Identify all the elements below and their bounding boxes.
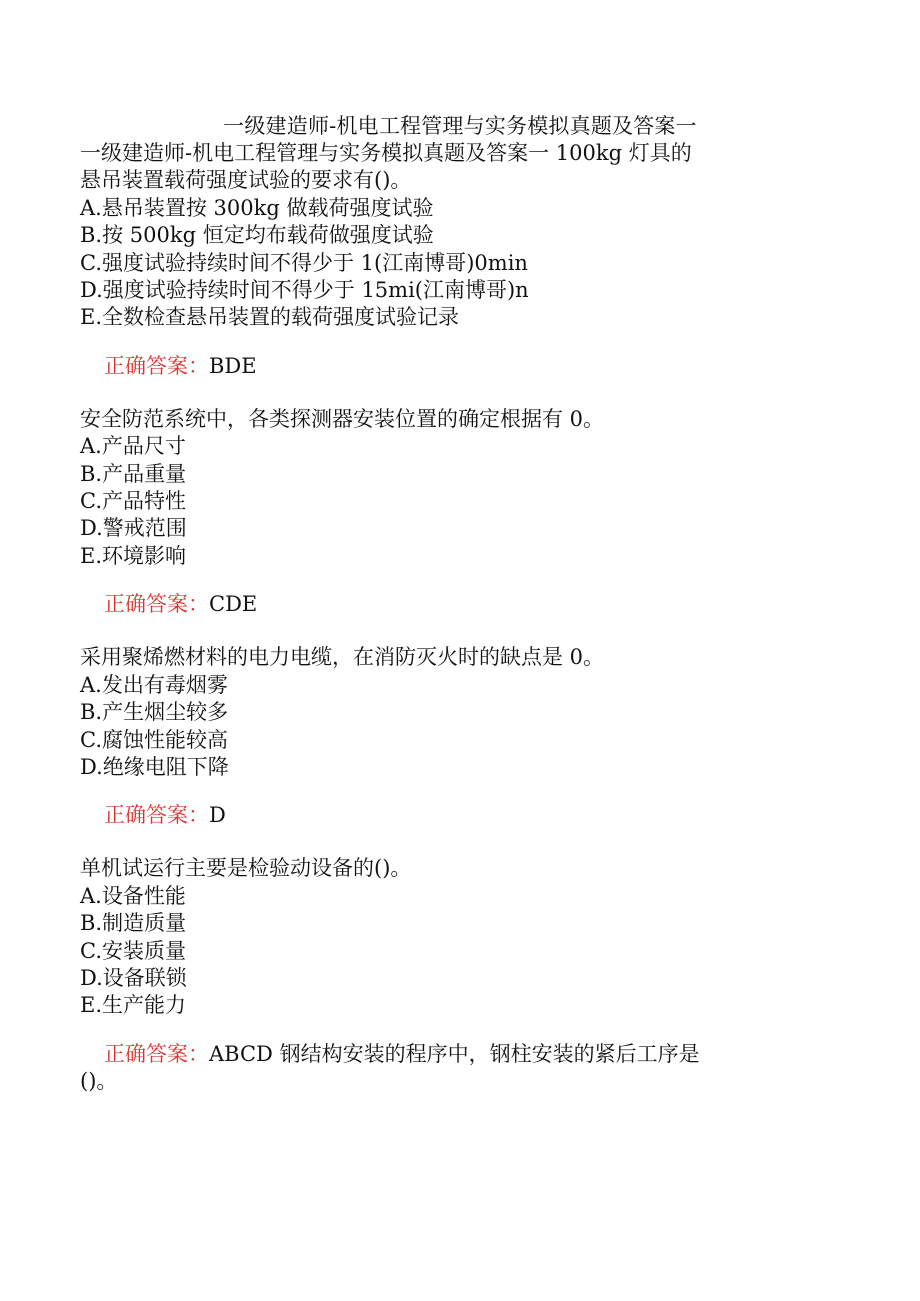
correct-answer: [80, 353, 720, 380]
answer-label: 正确答案：: [104, 803, 209, 828]
option-b: B.产品重量: [80, 461, 187, 486]
option-b: B.按 500kg 恒定均布载荷做强度试验: [80, 223, 434, 248]
option-a: A.悬吊装置按 300kg 做载荷强度试验: [80, 195, 434, 220]
option-b: B.产生烟尘较多: [80, 700, 229, 725]
question-block: [80, 406, 720, 618]
option-e: E.全数检查悬吊装置的载荷强度试验记录: [80, 305, 460, 330]
answer-value: BDE: [209, 353, 257, 378]
answer-label: 正确答案：: [104, 353, 209, 378]
option-a: A.设备性能: [80, 883, 186, 908]
question-stem-line: 一级建造师-机电工程管理与实务模拟真题及答案一 100kg 灯具的: [80, 141, 692, 165]
question-stem-line: 单机试运行主要是检验动设备的()。: [80, 856, 412, 881]
option-a: A.发出有毒烟雾: [80, 672, 228, 697]
question-block: [80, 140, 720, 380]
option-c: C.产品特性: [80, 489, 186, 514]
option-d: D.绝缘电阻下降: [80, 754, 229, 779]
question-block: [80, 855, 720, 1094]
answer-label: 正确答案：: [104, 592, 209, 617]
option-c: C.安装质量: [80, 938, 186, 963]
answer-label: 正确答案：: [104, 1041, 209, 1066]
answer-value: ABCD 钢结构安装的程序中，钢柱安装的紧后工序是()。: [80, 1041, 700, 1093]
document-title: 一级建造师-机电工程管理与实务模拟真题及答案一: [223, 114, 697, 138]
correct-answer: [80, 1041, 700, 1095]
option-d: D.设备联锁: [80, 965, 187, 990]
option-d: D.强度试验持续时间不得少于 15mi(江南博哥)n: [80, 278, 529, 303]
option-b: B.制造质量: [80, 911, 187, 936]
answer-value: CDE: [209, 592, 258, 617]
correct-answer: [80, 802, 720, 829]
option-c: C.腐蚀性能较高: [80, 727, 228, 752]
option-c: C.强度试验持续时间不得少于 1(江南博哥)0min: [80, 250, 528, 275]
option-e: E.生产能力: [80, 993, 187, 1018]
correct-answer: [80, 591, 720, 618]
option-d: D.警戒范围: [80, 516, 187, 541]
answer-value: D: [209, 803, 226, 828]
question-stem-line: 悬吊装置载荷强度试验的要求有()。: [80, 168, 412, 193]
document-content: [80, 140, 720, 1121]
option-e: E.环境影响: [80, 543, 187, 568]
question-stem-line: 采用聚烯燃材料的电力电缆，在消防灭火时的缺点是 0。: [80, 645, 605, 670]
question-block: [80, 644, 720, 829]
option-a: A.产品尺寸: [80, 434, 186, 459]
question-stem-line: 安全防范系统中，各类探测器安装位置的确定根据有 0。: [80, 406, 605, 431]
